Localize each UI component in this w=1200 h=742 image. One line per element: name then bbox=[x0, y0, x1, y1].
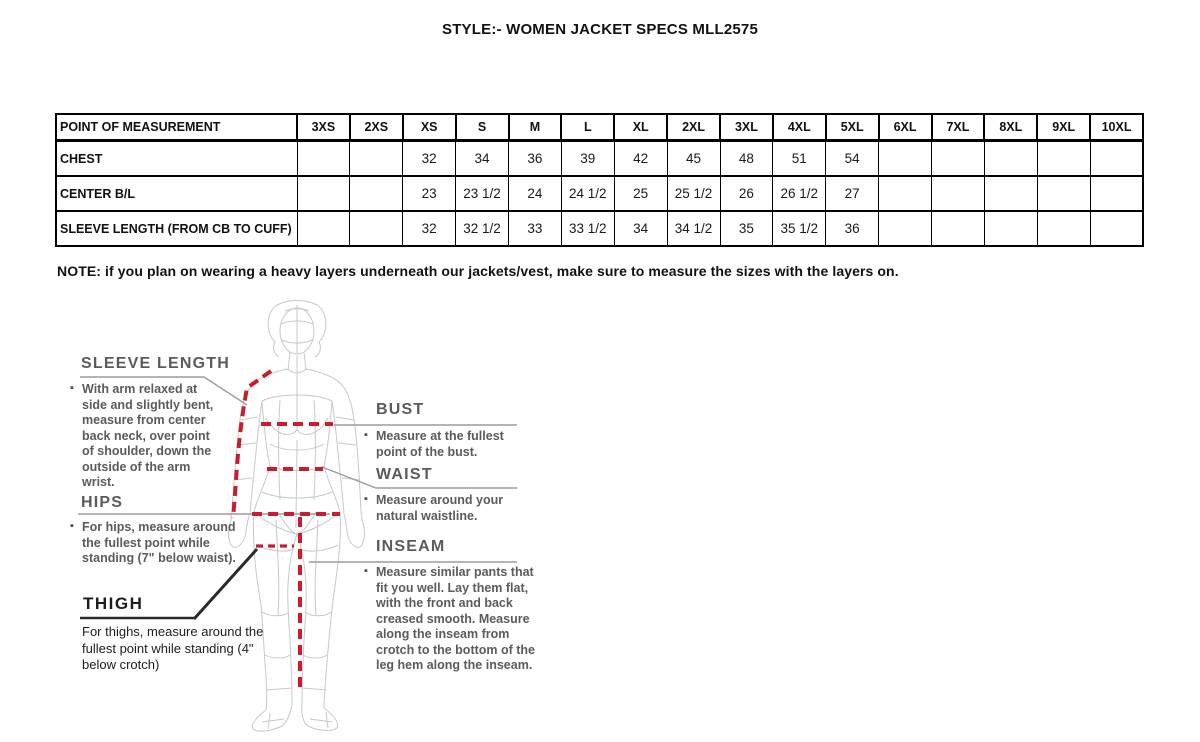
size-column-header: 3XS bbox=[297, 114, 350, 141]
header-row bbox=[56, 114, 1143, 141]
table-row bbox=[56, 176, 1143, 211]
size-value-cell bbox=[1090, 176, 1143, 211]
size-value-cell: 51 bbox=[773, 141, 826, 177]
size-value-cell: 42 bbox=[614, 141, 667, 177]
hips-desc: ▪ For hips, measure around the fullest point while standing (7" below waist). bbox=[70, 520, 254, 567]
size-column-header: S bbox=[456, 114, 509, 141]
size-value-cell bbox=[1037, 211, 1090, 246]
size-column-header: 8XL bbox=[984, 114, 1037, 141]
thigh-label: THIGH bbox=[83, 594, 144, 613]
inseam-label: INSEAM bbox=[376, 538, 446, 555]
size-column-header: M bbox=[509, 114, 562, 141]
thigh-desc: For thighs, measure around the fullest point while standing (4" below crotch) bbox=[82, 624, 264, 672]
size-value-cell: 35 bbox=[720, 211, 773, 246]
page-title: STYLE:- WOMEN JACKET SPECS MLL2575 bbox=[441, 21, 758, 38]
size-value-cell: 34 bbox=[456, 141, 509, 177]
size-value-cell: 27 bbox=[826, 176, 879, 211]
size-value-cell bbox=[984, 211, 1037, 246]
size-value-cell bbox=[1037, 176, 1090, 211]
size-value-cell bbox=[350, 176, 403, 211]
size-value-cell: 48 bbox=[720, 141, 773, 177]
size-column-header: 9XL bbox=[1037, 114, 1090, 141]
point-of-measurement-header: POINT OF MEASUREMENT bbox=[56, 114, 297, 141]
size-column-header: 2XL bbox=[667, 114, 720, 141]
size-value-cell: 35 1/2 bbox=[773, 211, 826, 246]
inseam-desc: ▪ Measure similar pants that fit you well. Lay them flat, with the front and back creased smooth. Measure along the inseam from crotch to the bottom of the leg hem along the inseam. bbox=[364, 565, 544, 674]
size-value-cell bbox=[932, 141, 985, 177]
size-value-cell: 36 bbox=[826, 211, 879, 246]
size-value-cell bbox=[297, 176, 350, 211]
size-value-cell: 39 bbox=[561, 141, 614, 177]
size-column-header: XL bbox=[614, 114, 667, 141]
size-column-header: XS bbox=[403, 114, 456, 141]
table-row bbox=[56, 141, 1143, 177]
size-value-cell bbox=[1090, 211, 1143, 246]
size-value-cell: 54 bbox=[826, 141, 879, 177]
size-value-cell: 24 bbox=[509, 176, 562, 211]
size-value-cell: 33 1/2 bbox=[561, 211, 614, 246]
size-value-cell bbox=[350, 141, 403, 177]
size-value-cell bbox=[1090, 141, 1143, 177]
size-column-header: 2XS bbox=[350, 114, 403, 141]
hips-label: HIPS bbox=[81, 494, 124, 511]
size-value-cell: 45 bbox=[667, 141, 720, 177]
size-value-cell: 24 1/2 bbox=[561, 176, 614, 211]
size-value-cell: 34 bbox=[614, 211, 667, 246]
size-value-cell: 26 bbox=[720, 176, 773, 211]
size-column-header: 10XL bbox=[1090, 114, 1143, 141]
size-value-cell: 32 1/2 bbox=[456, 211, 509, 246]
size-value-cell bbox=[297, 211, 350, 246]
sleeve-length-label: SLEEVE LENGTH bbox=[81, 355, 230, 372]
sleeve-length-desc: ▪ With arm relaxed at side and slightly bent, measure from center back neck, over point of shoulder, down the outside of the arm wrist. bbox=[70, 382, 224, 491]
size-value-cell: 36 bbox=[509, 141, 562, 177]
size-value-cell: 34 1/2 bbox=[667, 211, 720, 246]
size-spec-table-wrap bbox=[55, 113, 1144, 247]
size-value-cell: 23 bbox=[403, 176, 456, 211]
size-value-cell: 33 bbox=[509, 211, 562, 246]
size-value-cell: 32 bbox=[403, 211, 456, 246]
size-value-cell bbox=[879, 211, 932, 246]
size-column-header: 6XL bbox=[879, 114, 932, 141]
size-value-cell bbox=[1037, 141, 1090, 177]
size-value-cell bbox=[984, 176, 1037, 211]
size-value-cell: 26 1/2 bbox=[773, 176, 826, 211]
waist-label: WAIST bbox=[376, 466, 433, 483]
row-label-cell: SLEEVE LENGTH (FROM CB TO CUFF) bbox=[56, 211, 297, 246]
size-column-header: 7XL bbox=[932, 114, 985, 141]
size-value-cell: 23 1/2 bbox=[456, 176, 509, 211]
size-value-cell bbox=[879, 141, 932, 177]
bust-label: BUST bbox=[376, 401, 425, 418]
size-value-cell bbox=[932, 211, 985, 246]
size-value-cell bbox=[932, 176, 985, 211]
size-column-header: L bbox=[561, 114, 614, 141]
size-value-cell: 25 bbox=[614, 176, 667, 211]
size-column-header: 4XL bbox=[773, 114, 826, 141]
waist-desc: ▪ Measure around your natural waistline. bbox=[364, 493, 528, 524]
table-row bbox=[56, 211, 1143, 246]
size-value-cell: 25 1/2 bbox=[667, 176, 720, 211]
size-value-cell: 32 bbox=[403, 141, 456, 177]
size-column-header: 5XL bbox=[826, 114, 879, 141]
row-label-cell: CHEST bbox=[56, 141, 297, 177]
row-label-cell: CENTER B/L bbox=[56, 176, 297, 211]
size-value-cell bbox=[984, 141, 1037, 177]
bust-desc: ▪ Measure at the fullest point of the bust. bbox=[364, 429, 528, 460]
size-value-cell bbox=[350, 211, 403, 246]
size-value-cell bbox=[879, 176, 932, 211]
size-column-header: 3XL bbox=[720, 114, 773, 141]
size-spec-table bbox=[55, 113, 1144, 247]
size-value-cell bbox=[297, 141, 350, 177]
note-text: NOTE: if you plan on wearing a heavy layers underneath our jackets/vest, make sure to measure the sizes with the layers on. bbox=[57, 263, 899, 279]
